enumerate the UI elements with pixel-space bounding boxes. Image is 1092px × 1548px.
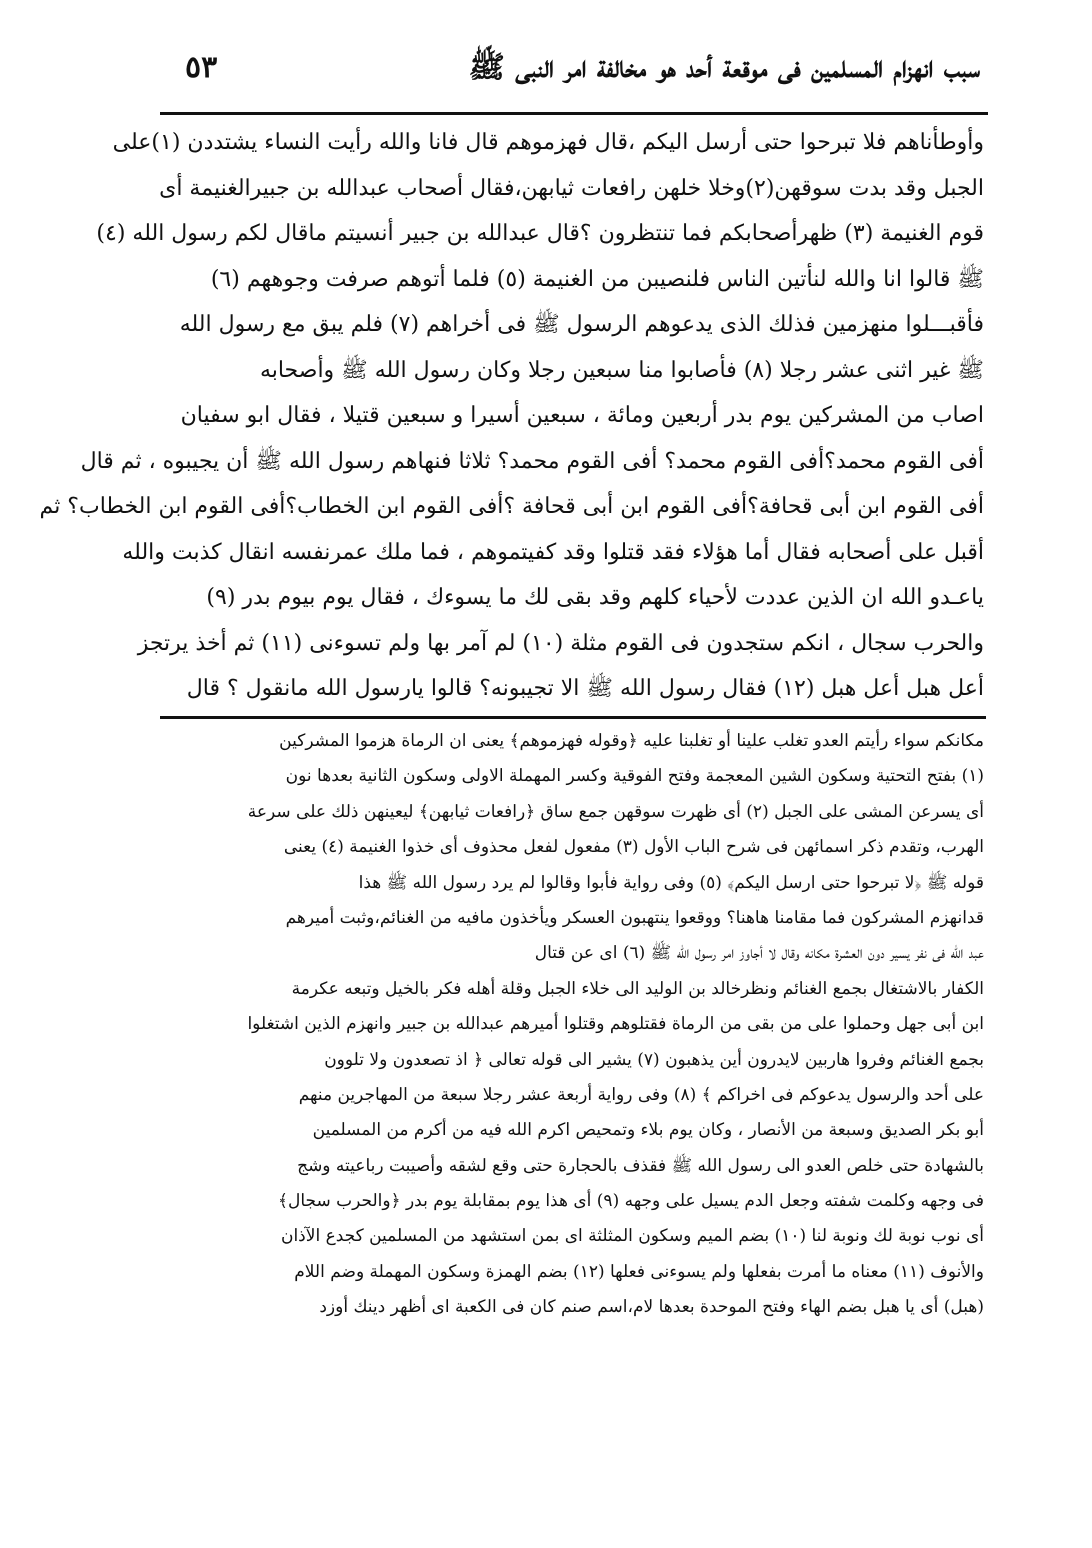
footnote-line: بجمع الغنائم وفروا هاربين لايدرون أين يذهبون (٧) يشير الى قوله تعالى ﴿ اذ تصعدون ولا تلوون (324, 1049, 984, 1070)
footnote-line: أى نوب نوبة لك ونوبة لنا (١٠) بضم الميم وسكون المثلثة اى بمن استشهد من المسلمين كجدع الآذان (280, 1226, 984, 1247)
footnote-line: ابن أبى جهل وحملوا على من بقى من الرماة فقتلوهم وقتلوا أميرهم عبدالله بن جبير وانهزم الذين اشتغلوا (247, 1014, 984, 1035)
main-line: قوم الغنيمة (٣) ظهرأصحابكم فما تنتظرون ؟قال عبدالله بن جبير أنسيتم ماقال لكم رسول الله (٤) (96, 221, 984, 246)
main-line: أفى القوم ابن أبى قحافة؟أفى القوم ابن أبى قحافة ؟أفى القوم ابن الخطاب؟أفى القوم ابن الخطاب؟ ثم (39, 494, 984, 519)
main-line: ﷺ قالوا انا والله لنأتين الناس فلنصيبن من الغنيمة (٥) فلما أتوهم صرفت وجوههم (٦) (210, 266, 984, 292)
footnote-line: قوله ﷺ ﴿لا تبرحوا حتى ارسل اليكم﴾ (٥) وفى رواية فأبوا وقالوا لم يرد رسول الله ﷺ هذا (358, 872, 984, 893)
footnote-line: الكفار بالاشتغال بجمع الغنائم ونظرخالد بن الوليد الى خلاء الجبل وقلة أهله فكر بالخيل وتبعه عكرمة (291, 978, 984, 999)
main-line: اصاب من المشركين يوم بدر أربعين ومائة ، سبعين أسيرا و سبعين قتيلا ، فقال ابو سفيان (180, 403, 984, 428)
main-line: الجبل وقد بدت سوقهن(٢)وخلا خلهن رافعات ثيابهن،فقال أصحاب عبدالله بن جبيرالغنيمة أى (159, 175, 984, 201)
main-line: ﷺ غير اثنى عشر رجلا (٨) فأصابوا منا سبعين رجلا وكان رسول الله ﷺ وأصحابه (259, 357, 984, 383)
page-header (160, 38, 980, 100)
footnote-divider (160, 716, 986, 719)
footnote-line: أى يسرعن المشى على الجبل (٢) أى ظهرت سوقهن جمع ساق ﴿رافعات ثيابهن﴾ ليعينهن ذلك على سرعة (247, 801, 984, 822)
main-text-block (39, 120, 984, 712)
footnote-line: الهرب، وتقدم ذكر اسمائهن فى شرح الباب الأول (٣) مفعول لفعل محذوف أى خذوا الغنيمة (٤) يعنى (283, 837, 984, 858)
main-line: أفى القوم محمد؟أفى القوم محمد؟ أفى القوم محمد؟ ثلاثا فنهاهم رسول الله ﷺ أن يجيبوه ، ثم قال (80, 448, 984, 474)
header-divider (160, 112, 988, 115)
footnote-line: والأنوف (١١) معناه ما أمرت بفعلها ولم يسوءنى فعلها (١٢) بضم الهمزة وسكون المهملة وضم اللام (294, 1261, 984, 1282)
footnote-line: مكانكم سواء رأيتم العدو تغلب علينا أو تغلبنا عليه ﴿وقوله فهزموهم﴾ يعنى ان الرماة هزموا المشركين (279, 731, 984, 751)
footnote-line: فى وجهه وكلمت شفته وجعل الدم يسيل على وجهه (٩) أى هذا يوم بمقابلة يوم بدر ﴿والحرب سجال﴾ (278, 1191, 984, 1212)
footnote-line: بالشهادة حتى خلص العدو الى رسول الله ﷺ فقذف بالحجارة حتى وقع لشقه وأصيبت رباعيته وشج (297, 1155, 984, 1176)
footnote-line: قدانهزم المشركون فما مقامنا هاهنا؟ ووقعوا ينتهبون العسكر ويأخذون مافيه من الغنائم،وثبت أميرهم (285, 907, 984, 928)
running-title: سبب انهزام المسلمين فى موقعة أحد هو مخالفة امر النبى ﷺ (468, 50, 980, 85)
page-number: ٥٣ (185, 50, 218, 85)
footnote-line: (١) بفتح التحتية وسكون الشين المعجمة وفتح الفوقية وكسر المهملة الاولى وسكون الثانية بعدها نون (285, 766, 984, 787)
main-line: ياعـدو الله ان الذين عددت لأحياء كلهم وقد بقى لك ما يسوءك ، فقال يوم بيوم بدر (٩) (206, 585, 984, 610)
footnote-line: عبد الله فى نفر يسير دون العشرة مكانه وقال لا أجاوز امر رسول الله ﷺ (٦) اى عن قتال (534, 943, 984, 964)
main-line: فأقبـــلوا منهزمين فذلك الذى يدعوهم الرسول ﷺ فى أخراهم (٧) فلم يبق مع رسول الله (179, 312, 984, 337)
main-line: أقبل على أصحابه فقال أما هؤلاء فقد قتلوا وقد كفيتموهم ، فما ملك عمرنفسه انقال كذبت والله (122, 539, 984, 565)
footnote-line: أبو بكر الصديق وسبعة من الأنصار ، وكان يوم بلاء وتمحيص اكرم الله فيه من أكرم من المسلمين (312, 1120, 984, 1141)
footnote-line: (هبل) أى يا هبل بضم الهاء وفتح الموحدة بعدها لام،اسم صنم كان فى الكعبة اى أظهر دينك أوزد (319, 1297, 984, 1318)
main-line: والحرب سجال ، انكم ستجدون فى القوم مثلة (١٠) لم آمر بها ولم تسوءنى (١١) ثم أخذ يرتجز (137, 630, 984, 656)
main-line: وأوطأناهم فلا تبرحوا حتى أرسل اليكم ،قال فهزموهم قال فانا والله رأيت النساء يشتددن (١)على (112, 130, 984, 155)
main-line: أعل هبل أعل هبل (١٢) فقال رسول الله ﷺ الا تجيبونه؟ قالوا يارسول الله مانقول ؟ قال (186, 676, 984, 701)
footnote-line: على أحد والرسول يدعوكم فى اخراكم ﴾ (٨) وفى رواية أربعة عشر رجلا سبعة من المهاجرين منهم (298, 1084, 984, 1105)
footnotes-block (160, 724, 984, 1326)
